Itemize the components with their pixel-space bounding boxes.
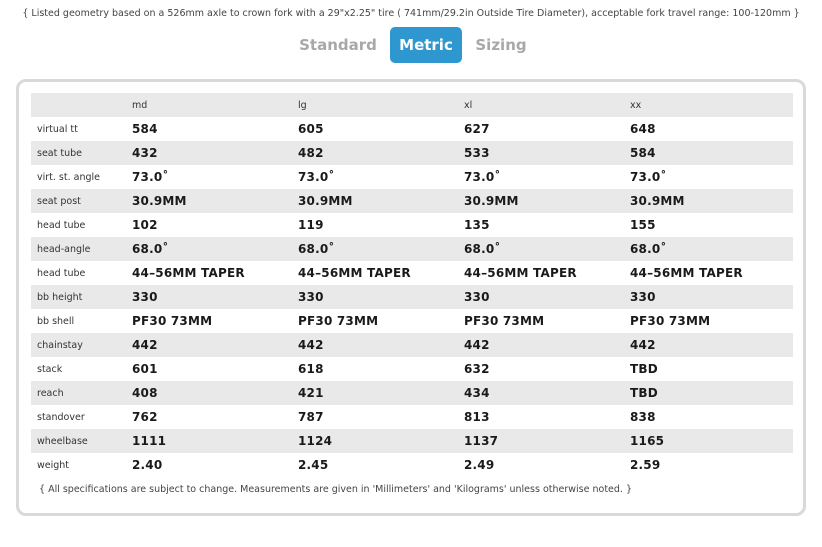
cell-value: 838 <box>630 410 656 424</box>
cell-value: 30.9MM <box>132 189 298 213</box>
cell-value: 813 <box>464 410 490 424</box>
cell-value: 102 <box>132 218 158 232</box>
geometry-table <box>31 93 793 477</box>
cell-value: 2.40 <box>132 458 163 472</box>
cell-value: 1111 <box>132 429 298 453</box>
cell-value: 787 <box>298 410 324 424</box>
row-label: wheelbase <box>31 429 132 453</box>
cell-value: 44–56MM TAPER <box>630 266 743 280</box>
cell-value: 605 <box>298 122 324 136</box>
unit-tabs <box>0 27 822 63</box>
tab-standard[interactable]: Standard <box>299 36 377 54</box>
header-blank <box>31 93 132 117</box>
cell-value: TBD <box>630 381 793 405</box>
column-header: xl <box>464 93 630 117</box>
column-header: md <box>132 93 298 117</box>
table-header-row <box>31 93 793 117</box>
cell-value: 408 <box>132 381 298 405</box>
row-label: virtual tt <box>37 123 78 135</box>
geometry-note: { Listed geometry based on a 526mm axle to crown fork with a 29"x2.25" tire ( 741mm/29.2in Outside Tire Diameter), acceptable fork travel range: 100-120mm } <box>22 8 800 19</box>
cell-value: 330 <box>132 285 298 309</box>
cell-value: 73.0˚ <box>630 170 667 184</box>
column-header: xx <box>630 93 793 117</box>
cell-value: 30.9MM <box>630 189 793 213</box>
cell-value: PF30 73MM <box>630 314 711 328</box>
footer-note: { All specifications are subject to change. Measurements are given in 'Millimeters' and 'Kilograms' unless otherwise noted. } <box>39 484 632 495</box>
cell-value: 584 <box>630 141 793 165</box>
table-row <box>31 189 793 213</box>
cell-value: 119 <box>298 218 324 232</box>
cell-value: 68.0˚ <box>464 237 630 261</box>
row-label: seat post <box>31 189 132 213</box>
cell-value: 648 <box>630 122 656 136</box>
row-label: weight <box>37 459 70 471</box>
table-row <box>31 357 793 381</box>
cell-value: 432 <box>132 141 298 165</box>
cell-value: PF30 73MM <box>298 314 379 328</box>
tab-sizing[interactable]: Sizing <box>475 36 527 54</box>
cell-value: 1124 <box>298 429 464 453</box>
cell-value: 2.59 <box>630 458 661 472</box>
row-label: bb shell <box>37 315 75 327</box>
geometry-panel <box>16 79 806 516</box>
cell-value: 434 <box>464 381 630 405</box>
cell-value: 1137 <box>464 429 630 453</box>
cell-value: PF30 73MM <box>132 314 213 328</box>
row-label: seat tube <box>31 141 132 165</box>
cell-value: 442 <box>464 333 630 357</box>
cell-value: 2.49 <box>464 458 495 472</box>
row-label: stack <box>37 363 63 375</box>
tab-metric[interactable]: Metric <box>390 27 462 63</box>
cell-value: 1165 <box>630 429 793 453</box>
row-label: head tube <box>37 219 86 231</box>
cell-value: 68.0˚ <box>630 237 793 261</box>
table-row <box>31 213 793 237</box>
cell-value: 601 <box>132 362 158 376</box>
table-row <box>31 165 793 189</box>
cell-value: 73.0˚ <box>132 170 169 184</box>
table-row <box>31 117 793 141</box>
row-label: chainstay <box>31 333 132 357</box>
cell-value: PF30 73MM <box>464 314 545 328</box>
table-row <box>31 429 793 453</box>
cell-value: 68.0˚ <box>298 237 464 261</box>
cell-value: 44–56MM TAPER <box>298 266 411 280</box>
row-label: head-angle <box>31 237 132 261</box>
cell-value: 73.0˚ <box>464 170 501 184</box>
row-label: head tube <box>37 267 86 279</box>
cell-value: 618 <box>298 362 324 376</box>
table-row <box>31 381 793 405</box>
table-row <box>31 453 793 477</box>
cell-value: 30.9MM <box>464 189 630 213</box>
cell-value: 44–56MM TAPER <box>464 266 577 280</box>
row-label: reach <box>31 381 132 405</box>
cell-value: 442 <box>132 333 298 357</box>
row-label: standover <box>37 411 85 423</box>
cell-value: 533 <box>464 141 630 165</box>
cell-value: 442 <box>298 333 464 357</box>
table-row <box>31 261 793 285</box>
column-header: lg <box>298 93 464 117</box>
cell-value: 135 <box>464 218 490 232</box>
row-label: virt. st. angle <box>37 171 101 183</box>
cell-value: 442 <box>630 333 793 357</box>
table-row <box>31 333 793 357</box>
cell-value: 482 <box>298 141 464 165</box>
cell-value: 30.9MM <box>298 189 464 213</box>
table-row <box>31 141 793 165</box>
row-label: bb height <box>31 285 132 309</box>
cell-value: 330 <box>464 285 630 309</box>
cell-value: 68.0˚ <box>132 237 298 261</box>
cell-value: 627 <box>464 122 490 136</box>
table-row <box>31 285 793 309</box>
cell-value: 2.45 <box>298 458 329 472</box>
table-row <box>31 309 793 333</box>
cell-value: 762 <box>132 410 158 424</box>
table-row <box>31 237 793 261</box>
cell-value: TBD <box>630 362 658 376</box>
cell-value: 632 <box>464 362 490 376</box>
cell-value: 155 <box>630 218 656 232</box>
cell-value: 584 <box>132 122 158 136</box>
table-row <box>31 405 793 429</box>
cell-value: 73.0˚ <box>298 170 335 184</box>
cell-value: 44–56MM TAPER <box>132 266 245 280</box>
cell-value: 421 <box>298 381 464 405</box>
cell-value: 330 <box>630 285 793 309</box>
cell-value: 330 <box>298 285 464 309</box>
